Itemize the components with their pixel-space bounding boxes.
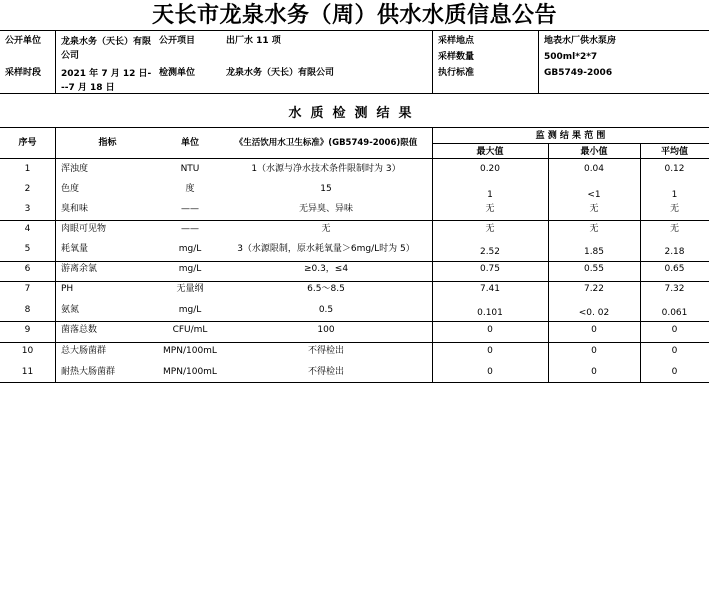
cell-indicator: 耗氧量 — [61, 244, 89, 254]
divider — [0, 158, 709, 159]
cell-min: 7.22 — [583, 284, 605, 294]
cell-indicator: 菌落总数 — [61, 325, 98, 335]
divider — [0, 321, 709, 322]
cell-max: 0 — [487, 325, 493, 335]
cell-avg: 1 — [671, 190, 678, 200]
cell-min: <1 — [587, 190, 601, 200]
cell-min: 0.55 — [583, 264, 605, 274]
sampling-site-label: 采样地点 — [438, 36, 475, 46]
header-range: 监 测 结 果 范 围 — [535, 131, 606, 141]
cell-seq: 3 — [24, 204, 31, 214]
cell-limit: 不得检出 — [307, 367, 344, 377]
cell-min: 0.04 — [583, 164, 605, 174]
standard-label: 执行标准 — [438, 68, 475, 78]
cell-seq: 1 — [24, 164, 31, 174]
disclosure-unit-label: 公开单位 — [5, 36, 42, 46]
cell-max: 0.20 — [479, 164, 501, 174]
cell-indicator: 耐热大肠菌群 — [61, 367, 116, 377]
divider — [432, 143, 709, 144]
divider — [0, 342, 709, 343]
testing-unit-value: 龙泉水务（天长）有限公司 — [226, 68, 335, 78]
cell-limit: 100 — [317, 325, 335, 335]
cell-min: 0 — [591, 325, 597, 335]
header-max: 最大值 — [476, 147, 504, 157]
cell-max: 0 — [487, 367, 493, 377]
cell-limit: 15 — [320, 184, 332, 194]
cell-max: 1 — [487, 190, 493, 200]
cell-limit: 无 — [321, 224, 331, 234]
standard-value: GB5749-2006 — [544, 68, 613, 78]
divider — [55, 127, 56, 383]
cell-unit: CFU/mL — [172, 325, 208, 335]
cell-limit: 不得检出 — [307, 346, 344, 356]
sample-qty-label: 采样数量 — [438, 52, 475, 62]
results-title: 水质检测结果 — [288, 106, 421, 121]
cell-seq: 10 — [21, 346, 34, 356]
header-seq: 序号 — [18, 138, 37, 148]
cell-indicator: 肉眼可见物 — [61, 224, 107, 234]
divider — [0, 220, 709, 221]
page-title: 天长市龙泉水务（周）供水水质信息公告 — [151, 2, 557, 28]
cell-unit: MPN/100mL — [163, 346, 217, 356]
testing-unit-label: 检测单位 — [159, 68, 196, 78]
cell-max: 0.75 — [479, 264, 501, 274]
cell-indicator: 游离余氯 — [61, 264, 98, 274]
divider — [0, 281, 709, 282]
cell-seq: 8 — [24, 305, 31, 315]
cell-avg: 2.18 — [664, 247, 685, 257]
cell-avg: 7.32 — [664, 284, 685, 294]
cell-indicator: 臭和味 — [61, 204, 89, 214]
cell-unit: 度 — [185, 184, 195, 194]
cell-avg: 0.65 — [664, 264, 685, 274]
header-indicator: 指标 — [98, 138, 117, 148]
cell-seq: 2 — [24, 184, 31, 194]
cell-unit: —— — [181, 224, 199, 234]
cell-seq: 9 — [24, 325, 31, 335]
divider — [55, 30, 56, 93]
cell-avg: 0 — [671, 367, 678, 377]
cell-max: 无 — [485, 224, 495, 234]
cell-unit: NTU — [180, 164, 200, 174]
cell-indicator: 氨氮 — [61, 305, 80, 315]
cell-unit: mg/L — [178, 305, 202, 315]
cell-limit: 0.5 — [318, 305, 334, 315]
sampling-period-label: 采样时段 — [5, 68, 42, 78]
cell-avg: 0 — [671, 346, 678, 356]
sampling-period-value: 2021 年 7 月 12 日---7 月 18 日 — [61, 69, 152, 93]
cell-avg: 无 — [669, 224, 679, 234]
cell-avg: 0.12 — [664, 164, 685, 174]
header-unit: 单位 — [180, 138, 199, 148]
cell-seq: 7 — [24, 284, 31, 294]
cell-indicator: 浑浊度 — [61, 164, 89, 174]
cell-limit: 无异臭、异味 — [298, 204, 353, 214]
cell-indicator: 总大肠菌群 — [61, 346, 107, 356]
disclosure-item-value: 出厂水 11 项 — [226, 36, 281, 46]
cell-max: 0 — [487, 346, 493, 356]
cell-min: <0. 02 — [578, 308, 610, 318]
sampling-site-value: 地表水厂供水泵房 — [544, 36, 617, 46]
cell-limit: 3（水源限制，原水耗氧量＞6mg/L时为 5） — [237, 244, 415, 254]
cell-min: 0 — [591, 367, 597, 377]
cell-max: 0.101 — [477, 308, 503, 318]
cell-max: 7.41 — [479, 284, 501, 294]
cell-max: 2.52 — [479, 247, 501, 257]
cell-limit: ≥0.3，≤4 — [303, 264, 349, 274]
disclosure-item-label: 公开项目 — [159, 36, 196, 46]
cell-seq: 4 — [24, 224, 31, 234]
cell-unit: mg/L — [178, 244, 202, 254]
cell-seq: 5 — [24, 244, 31, 254]
cell-unit: 无量纲 — [176, 284, 204, 294]
cell-min: 无 — [589, 224, 599, 234]
cell-unit: MPN/100mL — [163, 367, 217, 377]
cell-limit: 6.5～8.5 — [307, 284, 345, 294]
cell-min: 1.85 — [583, 247, 605, 257]
cell-min: 0 — [591, 346, 597, 356]
disclosure-unit-value: 龙泉水务（天长）有限公司 — [61, 37, 152, 61]
divider — [0, 261, 709, 262]
cell-avg: 无 — [669, 204, 679, 214]
cell-max: 无 — [485, 204, 495, 214]
cell-avg: 0 — [671, 325, 678, 335]
cell-indicator: 色度 — [61, 184, 80, 194]
cell-indicator: PH — [61, 284, 74, 294]
sample-qty-value: 500ml*2*7 — [544, 52, 598, 62]
header-limit: 《生活饮用水卫生标准》(GB5749-2006)限值 — [234, 138, 418, 148]
cell-unit: —— — [181, 204, 199, 214]
divider — [538, 30, 539, 93]
header-avg: 平均值 — [660, 147, 688, 157]
cell-avg: 0.061 — [661, 308, 688, 318]
cell-limit: 1（水源与净水技术条件限制时为 3） — [251, 164, 401, 174]
header-min: 最小值 — [580, 147, 608, 157]
cell-min: 无 — [589, 204, 599, 214]
cell-seq: 6 — [24, 264, 31, 274]
cell-seq: 11 — [21, 367, 34, 377]
cell-unit: mg/L — [178, 264, 202, 274]
divider — [0, 127, 709, 128]
divider — [432, 30, 433, 93]
